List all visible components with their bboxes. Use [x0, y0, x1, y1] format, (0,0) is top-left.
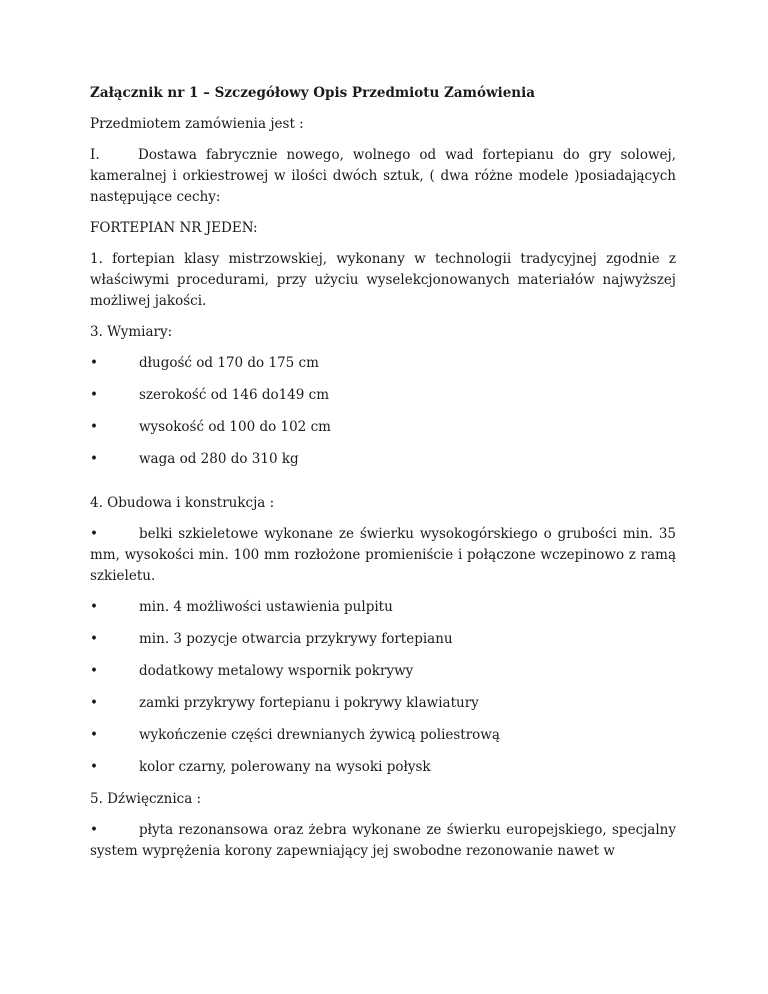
point-1-paragraph: 1. fortepian klasy mistrzowskiej, wykonany w technologii tradycyjnej zgodnie z właściwymi procedurami, przy użyciu wyselekcjonowanych materiałów najwyższej możliwej jakości.	[90, 251, 676, 309]
list-item	[90, 417, 676, 438]
housing-lead-text: belki szkieletowe wykonane ze świerku wysokogórskiego o grubości min. 35 mm, wysokości min. 100 mm rozłożone promieniście i połączone wczepinowo z ramą szkieletu.	[90, 526, 676, 584]
list-item-text: min. 3 pozycje otwarcia przykrywy fortepianu	[139, 631, 453, 647]
soundboard-lead-text: płyta rezonansowa oraz żebra wykonane ze świerku europejskiego, specjalny system wyprężenia korony zapewniający jej swobodne rezonowanie nawet w	[90, 822, 676, 859]
bullet-icon: •	[90, 451, 98, 467]
bullet-icon: •	[90, 387, 98, 403]
list-item	[90, 385, 676, 406]
list-item-text: zamki przykrywy fortepianu i pokrywy klawiatury	[139, 695, 479, 711]
document-title: Załącznik nr 1 – Szczegółowy Opis Przedmiotu Zamówienia	[90, 85, 535, 101]
list-item-text: długość od 170 do 175 cm	[139, 355, 319, 371]
dimensions-heading: 3. Wymiary:	[90, 324, 173, 340]
list-item	[90, 757, 676, 778]
bullet-icon: •	[90, 759, 98, 775]
bullet-icon: •	[90, 419, 98, 435]
bullet-icon: •	[90, 727, 98, 743]
list-item-text: min. 4 możliwości ustawienia pulpitu	[139, 599, 393, 615]
list-item	[90, 629, 676, 650]
section-i-paragraph	[90, 145, 676, 208]
list-item	[90, 597, 676, 618]
bullet-icon: •	[90, 631, 98, 647]
section-i-text: Dostawa fabrycznie nowego, wolnego od wad fortepianu do gry solowej, kameralnej i orkiestrowej w ilości dwóch sztuk, ( dwa różne modele )posiadających następujące cechy:	[90, 147, 676, 205]
section-i-marker: I.	[90, 147, 100, 163]
list-item-text: waga od 280 do 310 kg	[139, 451, 299, 467]
list-item	[90, 693, 676, 714]
bullet-icon: •	[90, 695, 98, 711]
spacer	[90, 481, 676, 493]
document-page	[90, 83, 676, 872]
list-item-text: wysokość od 100 do 102 cm	[139, 419, 331, 435]
bullet-icon: •	[90, 599, 98, 615]
soundboard-lead-paragraph	[90, 820, 676, 862]
intro-line: Przedmiotem zamówienia jest :	[90, 116, 304, 132]
soundboard-heading: 5. Dźwięcznica :	[90, 791, 202, 807]
bullet-icon: •	[90, 355, 98, 371]
housing-list	[90, 597, 676, 778]
dimensions-list	[90, 353, 676, 470]
bullet-icon: •	[90, 663, 98, 679]
bullet-icon: •	[90, 526, 98, 542]
housing-lead-paragraph	[90, 524, 676, 587]
list-item-text: kolor czarny, polerowany na wysoki połysk	[139, 759, 431, 775]
housing-heading: 4. Obudowa i konstrukcja :	[90, 495, 275, 511]
bullet-icon: •	[90, 822, 98, 838]
list-item-text: szerokość od 146 do149 cm	[139, 387, 330, 403]
list-item	[90, 661, 676, 682]
list-item-text: dodatkowy metalowy wspornik pokrywy	[139, 663, 414, 679]
list-item-text: wykończenie części drewnianych żywicą poliestrową	[139, 727, 500, 743]
subheading-fortepian-1: FORTEPIAN NR JEDEN:	[90, 220, 258, 236]
list-item	[90, 725, 676, 746]
list-item	[90, 449, 676, 470]
list-item	[90, 353, 676, 374]
